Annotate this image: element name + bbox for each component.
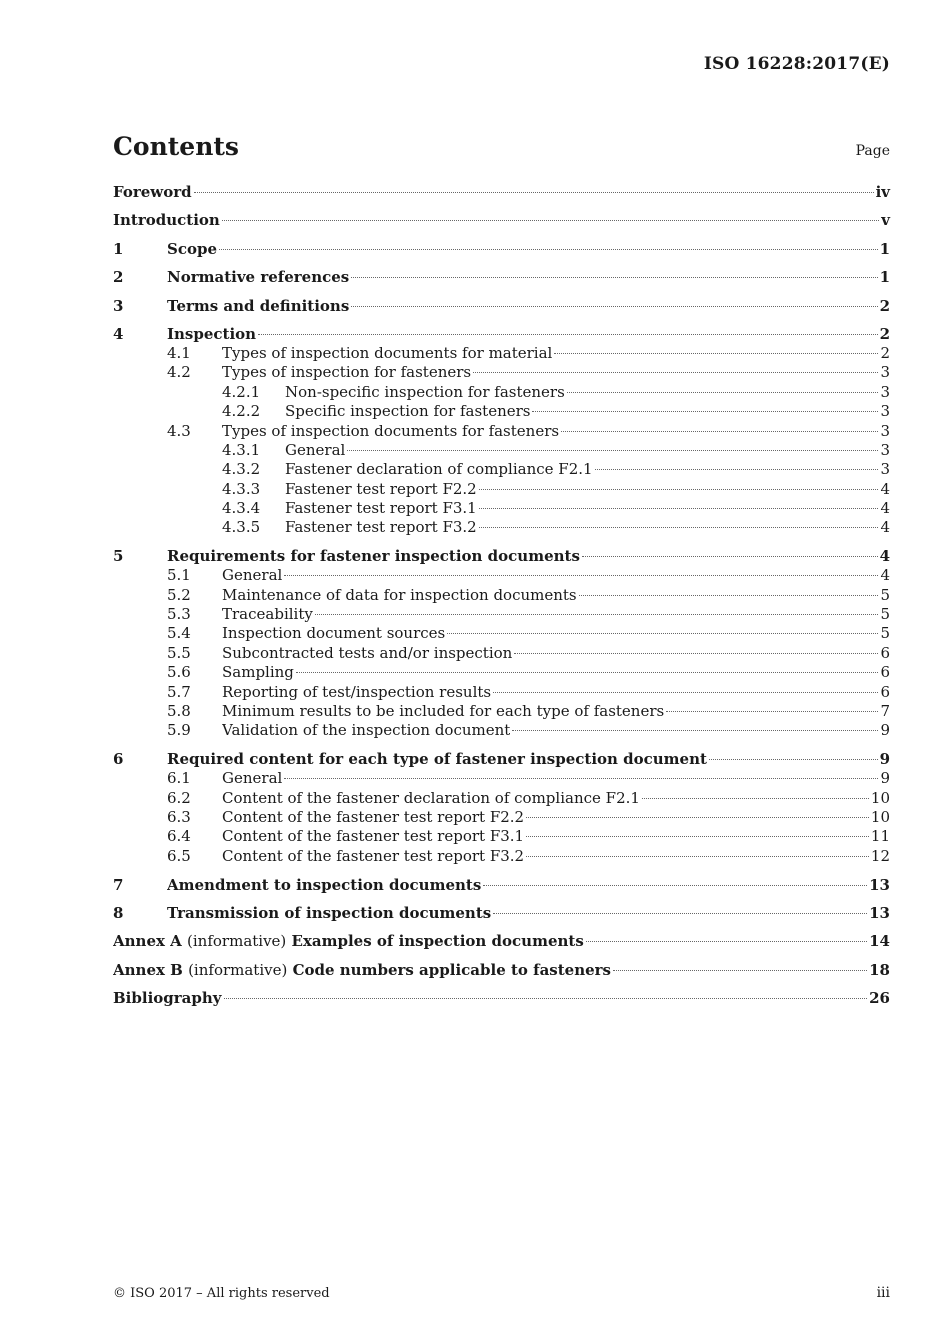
toc-entry-title: Validation of the inspection document	[222, 721, 511, 740]
dot-leader	[579, 595, 879, 596]
toc-entry-title: Scope	[167, 239, 218, 258]
toc-entry-page: 12	[870, 846, 890, 865]
toc-entry-title: Types of inspection for fasteners	[222, 363, 472, 382]
dot-leader	[479, 508, 879, 509]
toc-entry-title: Fastener declaration of compliance F2.1	[285, 460, 593, 479]
toc-entry-page: 3	[880, 363, 890, 382]
toc-entry-title: Terms and definitions	[167, 296, 350, 315]
toc-entry-title: Content of the fastener test report F3.2	[222, 846, 525, 865]
toc-entry-title: Fastener test report F2.2	[285, 479, 477, 498]
toc-entry-title: Fastener test report F3.1	[285, 499, 477, 518]
dot-leader	[526, 836, 869, 837]
dot-leader	[447, 633, 878, 634]
toc-entry-number: 6	[113, 750, 124, 769]
toc-entry[interactable]	[113, 989, 890, 1008]
toc-entry[interactable]	[113, 663, 890, 682]
toc-entry-page: 2	[879, 296, 890, 315]
annex-title: Code numbers applicable to fasteners	[292, 960, 611, 979]
toc-entry[interactable]	[113, 586, 890, 605]
toc-entry-title: Required content for each type of fastener inspection document	[167, 750, 707, 769]
toc-entry-page: 3	[880, 402, 890, 421]
toc-entry-number: 4	[113, 324, 124, 343]
toc-entry-number: 4.3.1	[222, 440, 261, 459]
toc-entry-page: 14	[869, 932, 890, 951]
toc-entry-number: 4.3.2	[222, 460, 261, 479]
toc-entry-page: 6	[880, 643, 890, 662]
toc-entry-page: 9	[880, 769, 890, 788]
dot-leader	[554, 353, 878, 354]
annex-title: Examples of inspection documents	[291, 932, 584, 951]
dot-leader	[526, 856, 869, 857]
page-column-label: Page	[855, 143, 890, 159]
toc-entry-number: 5.7	[167, 682, 191, 701]
dot-leader	[512, 730, 878, 731]
toc-entry[interactable]	[113, 402, 890, 421]
toc-entry[interactable]	[113, 605, 890, 624]
toc-entry-title: General	[285, 440, 346, 459]
toc-entry-page: 13	[869, 903, 890, 922]
toc-entry-page: 3	[880, 440, 890, 459]
dot-leader	[351, 277, 877, 278]
toc-entry[interactable]	[113, 932, 890, 951]
contents-title: Contents	[113, 132, 240, 161]
toc-entry[interactable]	[113, 721, 890, 740]
annex-label: Annex A	[113, 932, 182, 951]
dot-leader	[526, 817, 869, 818]
dot-leader	[514, 653, 878, 654]
toc-entry[interactable]	[113, 383, 890, 402]
toc-entry-title	[113, 961, 611, 980]
toc-entry-number: 1	[113, 239, 124, 258]
toc-entry-page: 10	[870, 807, 890, 826]
toc-entry[interactable]	[113, 240, 890, 259]
toc-entry-title: Maintenance of data for inspection documents	[222, 585, 577, 604]
toc-entry-number: 4.3.3	[222, 479, 261, 498]
toc-entry-page: 3	[880, 460, 890, 479]
dot-leader	[296, 672, 879, 673]
dot-leader	[219, 249, 878, 250]
toc-entry-number: 5.2	[167, 585, 191, 604]
toc-entry[interactable]	[113, 211, 890, 230]
toc-entry-page: 11	[870, 827, 890, 846]
dot-leader	[473, 372, 878, 373]
toc-entry-number: 5.5	[167, 643, 191, 662]
toc-entry-number: 5.4	[167, 624, 191, 643]
toc-entry-number: 6.1	[167, 769, 191, 788]
toc-entry-title: General	[222, 566, 283, 585]
dot-leader	[222, 220, 879, 221]
toc-entry-page: 1	[879, 268, 890, 287]
toc-entry[interactable]	[113, 460, 890, 479]
toc-entry[interactable]	[113, 480, 890, 499]
toc-entry-title: Non-specific inspection for fasteners	[285, 382, 565, 401]
toc-entry-page: 4	[879, 547, 890, 566]
toc-entry-title: Specific inspection for fasteners	[285, 402, 531, 421]
toc-entry[interactable]	[113, 750, 890, 769]
toc-entry[interactable]	[113, 297, 890, 316]
toc-entry-number: 6.3	[167, 807, 191, 826]
dot-leader	[532, 411, 878, 412]
toc-entry[interactable]	[113, 363, 890, 382]
toc-entry[interactable]	[113, 683, 890, 702]
footer-copyright: © ISO 2017 – All rights reserved	[113, 1286, 330, 1301]
toc-entry[interactable]	[113, 441, 890, 460]
document-id: ISO 16228:2017(E)	[703, 54, 890, 74]
toc-entry-page: iv	[875, 183, 890, 201]
toc-entry-title: Types of inspection documents for fasteners	[222, 421, 560, 440]
toc-entry[interactable]	[113, 847, 890, 866]
toc-entry-number: 5	[113, 547, 124, 566]
toc-entry-page: 26	[869, 989, 890, 1008]
toc-entry-number: 2	[113, 268, 124, 287]
toc-entry-number: 4.2	[167, 363, 191, 382]
table-of-contents	[113, 183, 890, 1008]
dot-leader	[595, 469, 879, 470]
toc-entry[interactable]	[113, 789, 890, 808]
toc-entry-page: 2	[880, 343, 890, 362]
dot-leader	[561, 431, 878, 432]
toc-entry-page: 3	[880, 421, 890, 440]
dot-leader	[709, 759, 878, 760]
toc-entry[interactable]	[113, 344, 890, 363]
toc-entry-number: 4.2.1	[222, 382, 261, 401]
dot-leader	[315, 614, 879, 615]
toc-entry[interactable]	[113, 904, 890, 923]
toc-entry-page: 9	[879, 750, 890, 769]
dot-leader	[586, 941, 867, 942]
toc-entry-number: 5.1	[167, 566, 191, 585]
toc-entry[interactable]	[113, 808, 890, 827]
toc-entry-number: 8	[113, 903, 124, 922]
toc-entry-number: 4.2.2	[222, 402, 261, 421]
toc-entry-number: 5.3	[167, 605, 191, 624]
toc-entry-page: 4	[880, 566, 890, 585]
toc-entry-page: 5	[880, 585, 890, 604]
toc-entry-title: Content of the fastener declaration of compliance F2.1	[222, 788, 640, 807]
toc-entry-title: Content of the fastener test report F2.2	[222, 807, 525, 826]
toc-entry-title: Minimum results to be included for each type of fasteners	[222, 701, 665, 720]
toc-entry[interactable]	[113, 876, 890, 895]
toc-entry-title: Fastener test report F3.2	[285, 518, 477, 537]
toc-entry-page: 4	[880, 518, 890, 537]
dot-leader	[479, 527, 879, 528]
toc-entry-title: Requirements for fastener inspection documents	[167, 547, 580, 566]
toc-entry-page: 13	[869, 875, 890, 894]
toc-entry-title: Inspection	[167, 324, 257, 343]
toc-entry-title: Foreword	[113, 183, 192, 201]
toc-entry[interactable]	[113, 566, 890, 585]
toc-entry-title: Transmission of inspection documents	[167, 903, 492, 922]
toc-entry-page: 6	[880, 663, 890, 682]
toc-entry-page: 2	[879, 324, 890, 343]
toc-entry-page: 4	[880, 479, 890, 498]
toc-entry-number: 5.8	[167, 701, 191, 720]
toc-entry-title: Traceability	[222, 605, 313, 624]
toc-entry-title: Introduction	[113, 211, 220, 230]
dot-leader	[224, 998, 868, 999]
toc-entry-number: 5.9	[167, 721, 191, 740]
toc-entry-title: Types of inspection documents for material	[222, 343, 553, 362]
dot-leader	[642, 798, 869, 799]
toc-entry[interactable]	[113, 518, 890, 537]
toc-entry[interactable]	[113, 499, 890, 518]
toc-entry-number: 6.2	[167, 788, 191, 807]
toc-entry[interactable]	[113, 547, 890, 566]
dot-leader	[284, 575, 878, 576]
dot-leader	[567, 392, 879, 393]
toc-entry[interactable]	[113, 183, 890, 202]
toc-entry-number: 4.3.5	[222, 518, 261, 537]
toc-entry[interactable]	[113, 422, 890, 441]
toc-entry-title: Normative references	[167, 268, 350, 287]
toc-entry-page: 9	[880, 721, 890, 740]
annex-informative-label: (informative)	[187, 932, 287, 951]
toc-entry-page: 5	[880, 605, 890, 624]
toc-entry-page: 10	[870, 788, 890, 807]
toc-entry-title	[113, 932, 584, 951]
dot-leader	[493, 692, 878, 693]
dot-leader	[479, 489, 879, 490]
dot-leader	[666, 711, 878, 712]
toc-entry-number: 4.3	[167, 421, 191, 440]
toc-entry-title: General	[222, 769, 283, 788]
toc-entry-number: 6.4	[167, 827, 191, 846]
toc-entry[interactable]	[113, 325, 890, 344]
toc-entry[interactable]	[113, 268, 890, 287]
toc-entry-number: 4.1	[167, 343, 191, 362]
toc-entry-page: 18	[869, 960, 890, 979]
dot-leader	[483, 885, 867, 886]
toc-entry[interactable]	[113, 644, 890, 663]
toc-entry-number: 3	[113, 296, 124, 315]
toc-entry-title: Bibliography	[113, 989, 222, 1008]
toc-entry-title: Reporting of test/inspection results	[222, 682, 492, 701]
toc-entry-page: 1	[879, 239, 890, 258]
toc-entry[interactable]	[113, 827, 890, 846]
toc-entry-number: 4.3.4	[222, 499, 261, 518]
toc-entry[interactable]	[113, 961, 890, 980]
toc-entry-page: v	[881, 211, 890, 230]
toc-entry-page: 3	[880, 382, 890, 401]
dot-leader	[351, 306, 877, 307]
toc-entry[interactable]	[113, 702, 890, 721]
toc-entry-number: 6.5	[167, 846, 191, 865]
dot-leader	[493, 913, 867, 914]
dot-leader	[194, 192, 874, 193]
dot-leader	[284, 778, 878, 779]
toc-entry-page: 4	[880, 499, 890, 518]
toc-entry-page: 7	[880, 701, 890, 720]
toc-entry-title: Amendment to inspection documents	[167, 875, 482, 894]
toc-entry-title: Content of the fastener test report F3.1	[222, 827, 525, 846]
dot-leader	[582, 556, 878, 557]
toc-entry-title: Sampling	[222, 663, 294, 682]
dot-leader	[258, 334, 877, 335]
toc-entry-title: Inspection document sources	[222, 624, 446, 643]
toc-entry-page: 6	[880, 682, 890, 701]
toc-entry[interactable]	[113, 624, 890, 643]
footer-page-number: iii	[876, 1285, 890, 1301]
toc-entry[interactable]	[113, 769, 890, 788]
toc-entry-title: Subcontracted tests and/or inspection	[222, 643, 513, 662]
toc-entry-number: 7	[113, 875, 124, 894]
annex-informative-label: (informative)	[188, 960, 288, 979]
dot-leader	[347, 450, 878, 451]
toc-entry-number: 5.6	[167, 663, 191, 682]
toc-entry-page: 5	[880, 624, 890, 643]
annex-label: Annex B	[113, 960, 183, 979]
dot-leader	[613, 970, 867, 971]
